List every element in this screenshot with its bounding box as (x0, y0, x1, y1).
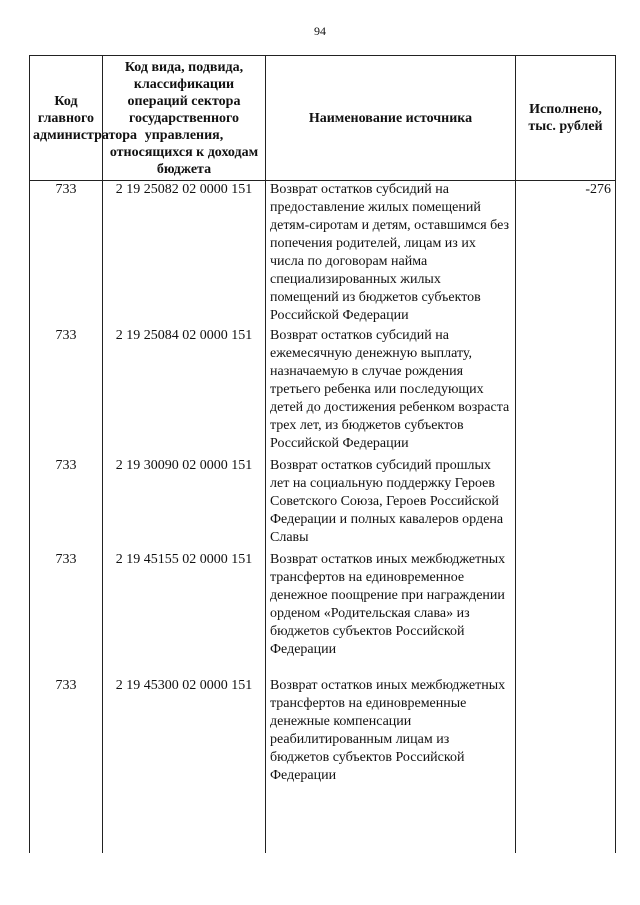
table-row (30, 457, 616, 551)
admin-code-cell: 733 (30, 677, 103, 853)
header-row (30, 56, 616, 181)
source-name-cell: Возврат остатков иных межбюджетных трансфертов на единовременные денежные компенсации реабилитированным лицам из бюджетов субъектов Российской Федерации (266, 677, 516, 853)
admin-code-cell: 733 (30, 551, 103, 677)
amount-cell (516, 551, 616, 677)
kbk-cell: 2 19 45155 02 0000 151 (103, 551, 266, 677)
source-name-cell: Возврат остатков иных межбюджетных трансфертов на единовременное денежное поощрение при награждении орденом «Родительская слава» из бюджетов субъектов Российской Федерации (266, 551, 516, 677)
admin-code-cell: 733 (30, 181, 103, 328)
header-source-name: Наименование источника (266, 56, 516, 181)
kbk-cell: 2 19 25082 02 0000 151 (103, 181, 266, 328)
kbk-cell: 2 19 30090 02 0000 151 (103, 457, 266, 551)
source-name-cell: Возврат остатков субсидий на ежемесячную денежную выплату, назначаемую в случае рождения третьего ребенка или последующих детей до достижения ребенком возраста трех лет, из бюджетов субъектов Российской Федерации (266, 327, 516, 457)
table-row (30, 181, 616, 328)
kbk-cell: 2 19 45300 02 0000 151 (103, 677, 266, 853)
table-row (30, 327, 616, 457)
table-header (30, 56, 616, 181)
source-name-cell: Возврат остатков субсидий прошлых лет на социальную поддержку Героев Советского Союза, Героев Российской Федерации и полных кавалеров ордена Славы (266, 457, 516, 551)
page-number: 94 (314, 24, 326, 38)
table-row (30, 551, 616, 677)
amount-cell (516, 457, 616, 551)
budget-revenue-table (29, 55, 616, 853)
admin-code-cell: 733 (30, 457, 103, 551)
header-kbk: Код вида, подвида, классификации операций сектора государственного управления, относящихся к доходам бюджета (103, 56, 266, 181)
amount-cell (516, 327, 616, 457)
source-name-cell: Возврат остатков субсидий на предоставление жилых помещений детям-сиротам и детям, оставшимся без попечения родителей, лицам из их числа по договорам найма специализированных жилых помещений из бюджетов субъектов Российской Федерации (266, 181, 516, 328)
admin-code-cell: 733 (30, 327, 103, 457)
header-executed-amount: Исполнено, тыс. рублей (516, 56, 616, 181)
amount-cell: -276 (516, 181, 616, 328)
header-admin-code: Код главного администратора (30, 56, 103, 181)
table-row (30, 677, 616, 853)
amount-cell (516, 677, 616, 853)
kbk-cell: 2 19 25084 02 0000 151 (103, 327, 266, 457)
table-body (30, 181, 616, 854)
